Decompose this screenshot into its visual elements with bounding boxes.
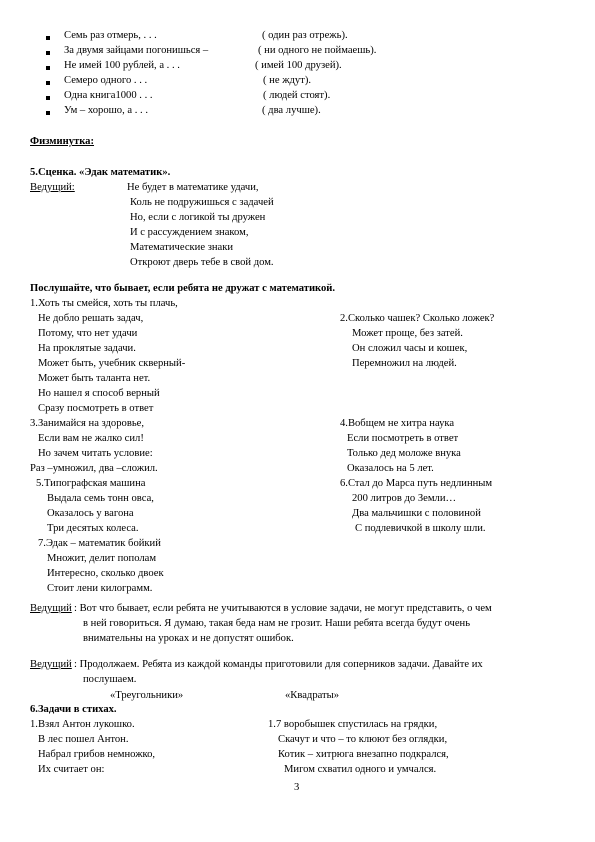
para2-line: : Продолжаем. Ребята из каждой команды приготовили для соперников задачи. Давайте их — [74, 659, 483, 670]
poem-line: 6.Стал до Марса путь недлинным — [340, 478, 493, 489]
poem-line: 4.Вобщем не хитра наука — [340, 418, 455, 429]
bullet-icon — [46, 111, 50, 115]
team-triangles: «Треугольники» — [110, 690, 184, 701]
proverb-answer: ( не ждут). — [263, 75, 312, 86]
poem-line: 3.Занимайся на здоровье, — [30, 418, 144, 429]
poem-line: 1.Хоть ты смейся, хоть ты плачь, — [30, 298, 178, 309]
para1-speaker: Ведущий — [30, 603, 72, 614]
page-number: 3 — [294, 782, 300, 793]
proverb-answer: ( людей стоят). — [263, 90, 331, 101]
proverb-text: Семь раз отмерь, . . . — [64, 30, 157, 41]
task-line: Набрал грибов немножко, — [38, 749, 156, 760]
poem-line: Раз –умножил, два –сложил. — [30, 463, 158, 474]
proverb-answer: ( два лучше). — [262, 105, 321, 116]
para1-line: в ней говориться. Я думаю, такая беда нам не грозит. Наши ребята всегда будут очень — [83, 618, 471, 629]
proverb-text: Ум – хорошо, а . . . — [64, 105, 148, 116]
listen-heading: Послушайте, что бывает, если ребята не дружат с математикой. — [30, 283, 336, 294]
poem-line: Стоит лени килограмм. — [47, 583, 153, 594]
scene-speaker: Ведущий: — [30, 182, 75, 193]
poem-line: Может быть, учебник скверный- — [38, 358, 186, 369]
poem-line: Выдала семь тонн овса, — [47, 493, 154, 504]
poem-line: Не добло решать задач, — [38, 313, 144, 324]
scene-line: Коль не подружишься с задачей — [130, 197, 274, 208]
poem-line: Если вам не жалко сил! — [38, 433, 144, 444]
proverb-text: За двумя зайцами погонишься – — [64, 45, 209, 56]
proverb-text: Семеро одного . . . — [64, 75, 148, 86]
scene-line: Но, если с логикой ты дружен — [130, 212, 266, 223]
proverb-answer: ( один раз отрежь). — [262, 30, 348, 41]
bullet-icon — [46, 51, 50, 55]
task-line: Мигом схватил одного и умчался. — [284, 764, 437, 775]
poem-line: Потому, что нет удачи — [38, 328, 138, 339]
poem-line: Множит, делит пополам — [47, 553, 157, 564]
poem-line: Но зачем читать условие: — [38, 448, 153, 459]
proverb-answer: ( ни одного не поймаешь). — [258, 45, 377, 56]
poem-line: Оказалось на 5 лет. — [347, 463, 434, 474]
bullet-icon — [46, 66, 50, 70]
poem-line: На проклятые задачи. — [38, 343, 136, 354]
bullet-icon — [46, 81, 50, 85]
poem-line: Два мальчишки с половиной — [352, 508, 481, 519]
para2-line: послушаем. — [83, 674, 137, 685]
tasks-heading: 6.Задачи в стихах. — [30, 704, 117, 715]
task-line: Котик – хитрюга внезапно подкрался, — [278, 749, 449, 760]
poem-line: Может проще, без затей. — [352, 328, 463, 339]
poem-line: 7.Эдак – математик бойкий — [38, 538, 161, 549]
fizminutka-heading: Физминутка: — [30, 136, 95, 147]
para1-line: внимательны на уроках и не допустят ошибок. — [83, 633, 294, 644]
para2-speaker: Ведущий — [30, 659, 72, 670]
poem-line: Он сложил часы и кошек, — [352, 343, 468, 354]
scene-line: Не будет в математике удачи, — [127, 182, 259, 193]
scene-line: Математические знаки — [130, 242, 234, 253]
para1-line: : Вот что бывает, если ребята не учитываются в условие задачи, не могут представить, о чем — [74, 603, 492, 614]
proverb-text: Не имей 100 рублей, а . . . — [64, 60, 180, 71]
bullet-icon — [46, 36, 50, 40]
poem-line: Три десятых колеса. — [47, 523, 139, 534]
poem-line: Если посмотреть в ответ — [347, 433, 459, 444]
task-line: Их считает он: — [38, 764, 105, 775]
task-line: Скачут и что – то клюют без оглядки, — [278, 734, 448, 745]
bullet-icon — [46, 96, 50, 100]
poem-line: Сразу посмотреть в ответ — [38, 403, 154, 414]
team-squares: «Квадраты» — [285, 690, 340, 701]
proverb-text: Одна книга1000 . . . — [64, 90, 153, 101]
poem-line: Но нашел я способ верный — [38, 388, 160, 399]
scene-title: 5.Сценка. «Эдак математик». — [30, 167, 171, 178]
poem-line: 5.Типографская машина — [36, 478, 146, 489]
task-line: 1.Взял Антон лукошко. — [30, 719, 135, 730]
scene-line: Откроют дверь тебе в свой дом. — [130, 257, 274, 268]
poem-line: С подлевичкой в школу шли. — [355, 523, 486, 534]
poem-line: 200 литров до Земли… — [352, 493, 457, 504]
task-line: В лес пошел Антон. — [38, 734, 129, 745]
poem-line: Интересно, сколько двоек — [47, 568, 164, 579]
poem-line: Перемножил на людей. — [352, 358, 457, 369]
scene-line: И с рассуждением знаком, — [130, 227, 249, 238]
poem-line: Только дед моложе внука — [347, 448, 461, 459]
poem-line: 2.Сколько чашек? Сколько ложек? — [340, 313, 495, 324]
poem-line: Может быть таланта нет. — [38, 373, 151, 384]
proverb-answer: ( имей 100 друзей). — [255, 60, 342, 71]
poem-line: Оказалось у вагона — [47, 508, 134, 519]
task-line: 1.7 воробышек спустилась на грядки, — [268, 719, 438, 730]
